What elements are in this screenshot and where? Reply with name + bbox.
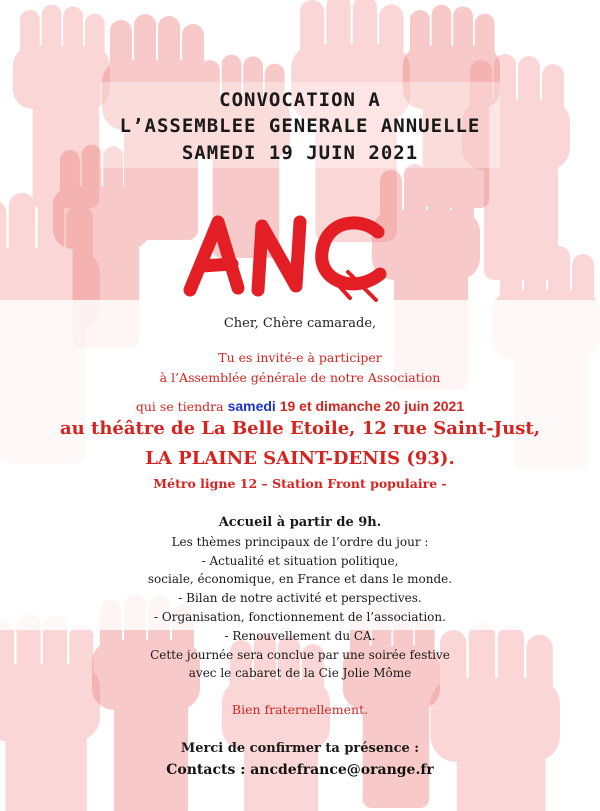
agenda-accueil: Accueil à partir de 9h. bbox=[218, 515, 382, 530]
dates-prefix: qui se tiendra bbox=[135, 399, 228, 414]
venue-address: au théâtre de La Belle Etoile, 12 rue Saint-Just, bbox=[60, 418, 540, 439]
samedi-highlight: samedi bbox=[227, 398, 276, 414]
header-line-2: L’ASSEMBLEE GENERALE ANNUELLE bbox=[119, 115, 481, 137]
venue-metro: Métro ligne 12 – Station Front populaire - bbox=[153, 476, 447, 491]
agenda-item: - Renouvellement du CA. bbox=[224, 629, 376, 643]
confirm-line: Merci de confirmer ta présence : bbox=[180, 741, 420, 756]
contacts-line: Contacts : ancdefrance@orange.fr bbox=[166, 762, 434, 778]
dates-text: 19 et dimanche 20 juin 2021 bbox=[275, 398, 465, 414]
meeting-dates bbox=[0, 397, 600, 415]
greeting: Cher, Chère camarade, bbox=[223, 316, 377, 331]
anc-logo bbox=[180, 210, 400, 302]
venue-city: LA PLAINE SAINT-DENIS (93). bbox=[145, 448, 455, 469]
agenda-item: - Actualité et situation politique, bbox=[201, 554, 399, 568]
signoff: Bien fraternellement. bbox=[231, 702, 369, 717]
agenda-intro: Les thèmes principaux de l’ordre du jour : bbox=[171, 535, 429, 549]
agenda-item: - Organisation, fonctionnement de l’association. bbox=[154, 610, 446, 624]
agenda-item: sociale, économique, en France et dans le monde. bbox=[147, 572, 453, 586]
closing-line-1: Cette journée sera conclue par une soirée festive bbox=[150, 648, 450, 662]
agenda-item: - Bilan de notre activité et perspectives. bbox=[178, 591, 422, 605]
closing-line-2: avec le cabaret de la Cie Jolie Môme bbox=[188, 666, 412, 680]
header-line-3: SAMEDI 19 JUIN 2021 bbox=[181, 142, 419, 164]
invite-line-1: Tu es invité-e à participer bbox=[218, 350, 382, 365]
invite-line-2: à l’Assemblée générale de notre Association bbox=[159, 370, 441, 385]
header-line-1: CONVOCATION A bbox=[219, 89, 381, 111]
